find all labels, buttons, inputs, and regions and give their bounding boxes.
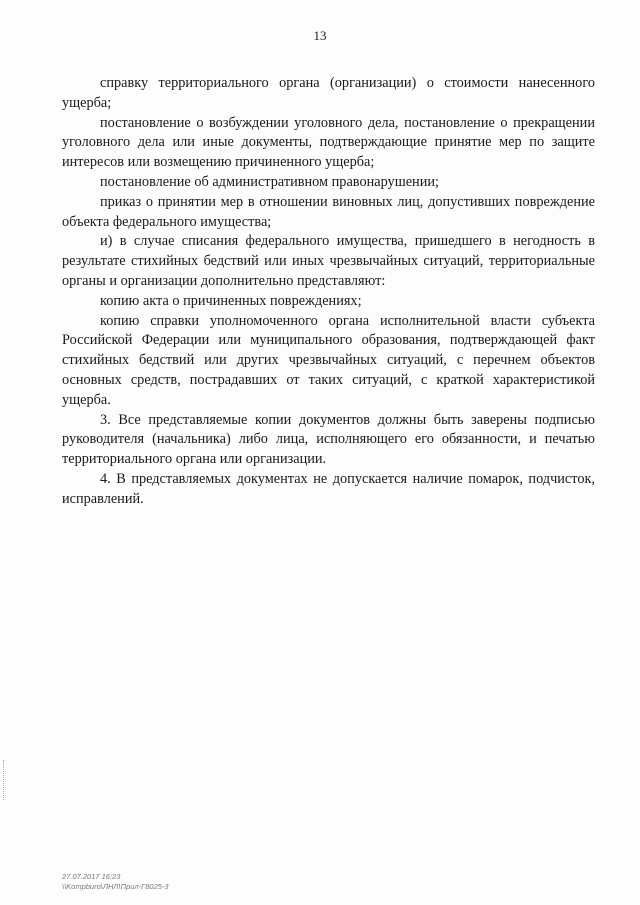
paragraph-item-i-natural-disasters: и) в случае списания федерального имущества, пришедшего в негодность в результате стихийных бедствий или иных чрезвычайных ситуаций, территориальные органы и организации дополнительно представляют: <box>62 233 595 289</box>
paragraph-damage-act-copy: копию акта о причиненных повреждениях; <box>100 292 362 309</box>
page-number: 13 <box>313 28 327 43</box>
paragraph-order-on-guilty-persons: приказ о принятии мер в отношении виновных лиц, допустивших повреждение объекта федерального имущества; <box>62 193 595 230</box>
scan-edge-marks <box>3 760 6 800</box>
footer-file-reference: \\Kompburo\ЛНЛ\Прил-Г8025-3 <box>62 882 169 891</box>
paragraph-authority-certificate-copy: копию справки уполномоченного органа исполнительной власти субъекта Российской Федерации или муниципального образования, подтверждающей факт стихийных бедствий или других чрезвычайных ситуаций, с перечнем объектов основных средств, пострадавших от таких ситуаций, с краткой характеристикой ущерба. <box>62 312 595 408</box>
paragraph-section-3-certified-copies: 3. Все представляемые копии документов должны быть заверены подписью руководителя (начальника) либо лица, исполняющего его обязанности, и печатью территориального органа или организации. <box>62 411 595 468</box>
paragraph-criminal-case-resolution: постановление о возбуждении уголовного дела, постановление о прекращении уголовного дела или иные документы, подтверждающие принятие мер по защите интересов или возмещению причиненного ущерба; <box>62 114 595 171</box>
document-body <box>62 74 595 510</box>
paragraph-damage-cost-certificate: справку территориального органа (организации) о стоимости нанесенного ущерба; <box>62 75 595 111</box>
print-footer <box>62 872 169 892</box>
paragraph-administrative-offense: постановление об административном правонарушении; <box>100 173 439 190</box>
paragraph-section-4-no-corrections: 4. В представляемых документах не допускается наличие помарок, подчисток, исправлений. <box>62 470 595 507</box>
footer-timestamp: 27.07.2017 16:23 <box>62 872 121 881</box>
